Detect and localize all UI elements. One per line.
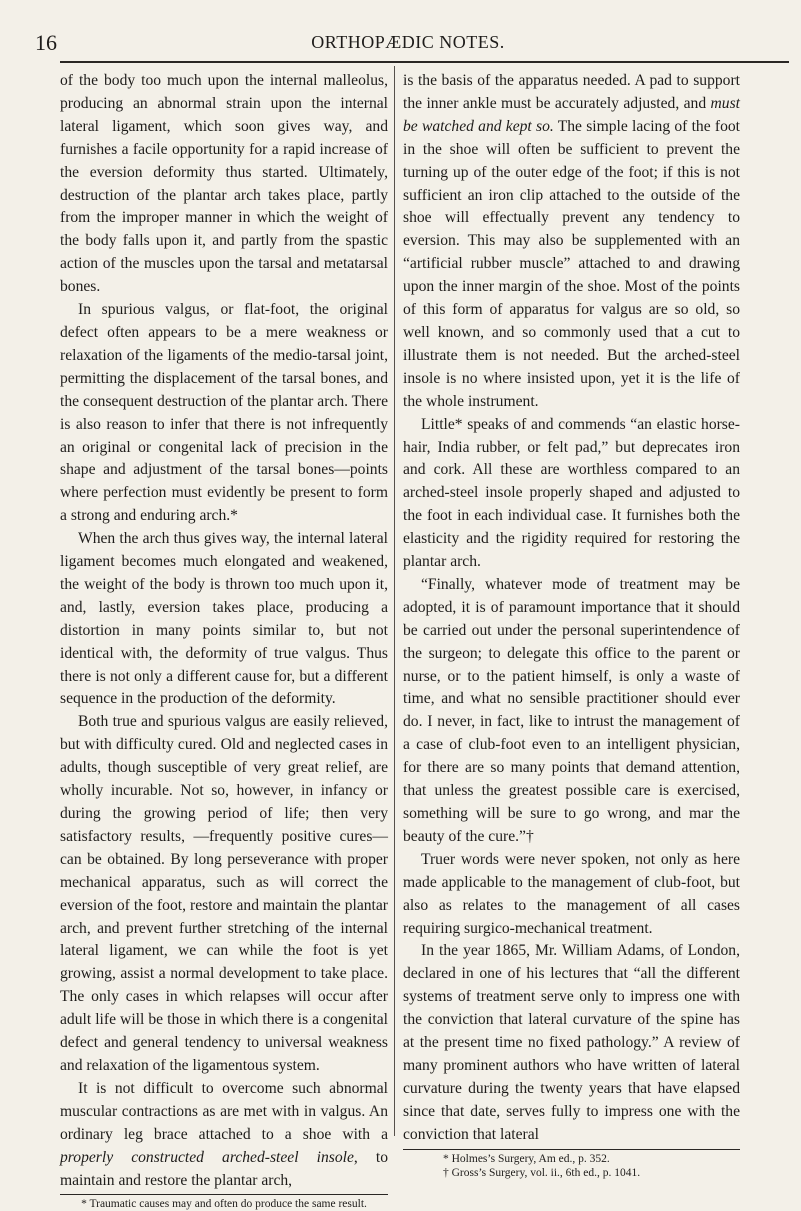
running-head: ORTHOPÆDIC NOTES. <box>311 32 505 52</box>
paragraph <box>60 1078 388 1193</box>
paragraph <box>403 70 740 414</box>
column-divider <box>394 66 395 1136</box>
right-column <box>403 70 740 1180</box>
italic-phrase: properly constructed arched-steel insole <box>60 1148 354 1166</box>
paragraph: Both true and spurious valgus are easily relieved, but with difficulty cured. Old and neglected cases in adults, though susceptible of very great relief, are wholly incurable. Not so, however, in infancy or during the growing period of life; then very satisfactory results, —frequently positive cures—can be obtained. By long perseverance with proper mechanical apparatus, such as will correct the eversion of the foot, restore and maintain the plantar arch, and prevent further stretching of the internal lateral ligament, we can while the foot is yet growing, assist a normal development to take place. The only cases in which relapses will occur after adult life will be those in which there is a congenital defect and general tendency to universal weakness and relaxation of the ligamentous system. <box>60 713 388 1074</box>
page-number: 16 <box>35 30 57 55</box>
paragraph: In the year 1865, Mr. William Adams, of London, declared in one of his lectures that “all the different systems of treatment serve only to impress one with the conviction that lateral curvature of the spine has at the present time no fixed pathology.” A review of many prominent authors who have written of lateral curvature during the twenty years that have elapsed since that date, serves fully to impress one with the conviction that lateral <box>403 942 740 1143</box>
italic-phrase: must be watched and kept so. <box>403 94 740 135</box>
page-header <box>35 30 781 58</box>
text-run: is the basis of the apparatus needed. A pad to support the inner ankle must be accurately adjusted, and <box>403 72 740 112</box>
text-run: The simple lacing of the foot in the shoe will often be sufficient to prevent the turning up of the outer edge of the foot; if this is not sufficient an iron clip attached to the outside of the shoe will effectually prevent any tendency to eversion. This may also be supplemented with an “artificial rubber muscle” attached to and drawing upon the inner margin of the shoe. Most of the points of this form of apparatus for valgus are so old, so well known, and so commonly used that a cut to illustrate them is not needed. But the arched-steel insole is no where insisted upon, yet it is the life of the whole instrument. <box>403 117 740 410</box>
text-run: , to maintain and restore the plantar arch, <box>60 1148 388 1189</box>
footnote: * Holmes’s Surgery, Am ed., p. 352. <box>443 1152 610 1165</box>
paragraph: Truer words were never spoken, not only as here made applicable to the management of club-foot, but also as relates to the management of all cases requiring surgico-mechanical treatment. <box>403 850 740 937</box>
left-column <box>60 70 388 1211</box>
paragraph: In spurious valgus, or flat-foot, the original defect often appears to be a mere weakness or relaxation of the ligaments of the medio-tarsal joint, permitting the displacement of the tarsal bones, and the consequent destruction of the plantar arch. There is also reason to infer that there is not infrequently an original or congenital lack of precision in the shape and adjustment of the tarsal bones—points where perfection must evidently be present to form a strong and enduring arch.* <box>60 301 388 525</box>
footnote-rule <box>403 1149 740 1150</box>
text-run: It is not difficult to overcome such abnormal muscular contractions as are met with in valgus. An ordinary leg brace attached to a shoe with a <box>60 1079 388 1143</box>
footnote-rule <box>60 1194 388 1195</box>
footnote: † Gross’s Surgery, vol. ii., 6th ed., p. 1041. <box>443 1166 641 1179</box>
header-rule <box>60 61 789 63</box>
paragraph: When the arch thus gives way, the internal lateral ligament becomes much elongated and weakened, the weight of the body is thrown too much upon it, and, lastly, eversion takes place, producing a distortion in many points similar to, but not identical with, the deformity of true valgus. Thus there is not only a different cause for, but a different sequence in the production of the deformity. <box>60 530 388 708</box>
paragraph: of the body too much upon the internal malleolus, producing an abnormal strain upon the internal lateral ligament, which soon gives way, and furnishes a facile opportunity for a rapid increase of the eversion deformity thus started. Ultimately, destruction of the plantar arch takes place, partly from the improper manner in which the weight of the body falls upon it, and partly from the spastic action of the muscles upon the tarsal and metatarsal bones. <box>60 72 388 296</box>
paragraph: Little* speaks of and commends “an elastic horse-hair, India rubber, or felt pad,” but deprecates iron and cork. All these are worthless compared to an arched-steel insole properly shaped and adjusted to the foot in each individual case. It furnishes both the elasticity and the rigidity required for restoring the plantar arch. <box>403 415 740 571</box>
footnote: * Traumatic causes may and often do produce the same result. <box>81 1198 367 1211</box>
paragraph: “Finally, whatever mode of treatment may be adopted, it is of paramount importance that it should be carried out under the personal superintendence of the surgeon; to delegate this office to the parent or nurse, or to the patient himself, is only a waste of time, and what no sensible practitioner should ever do. I never, in fact, like to intrust the management of a case of club-foot even to an intelligent physician, for there are so many points that demand attention, that unless the greatest possible care is exercised, something will be sure to go wrong, and mar the beauty of the cure.”† <box>403 575 740 845</box>
